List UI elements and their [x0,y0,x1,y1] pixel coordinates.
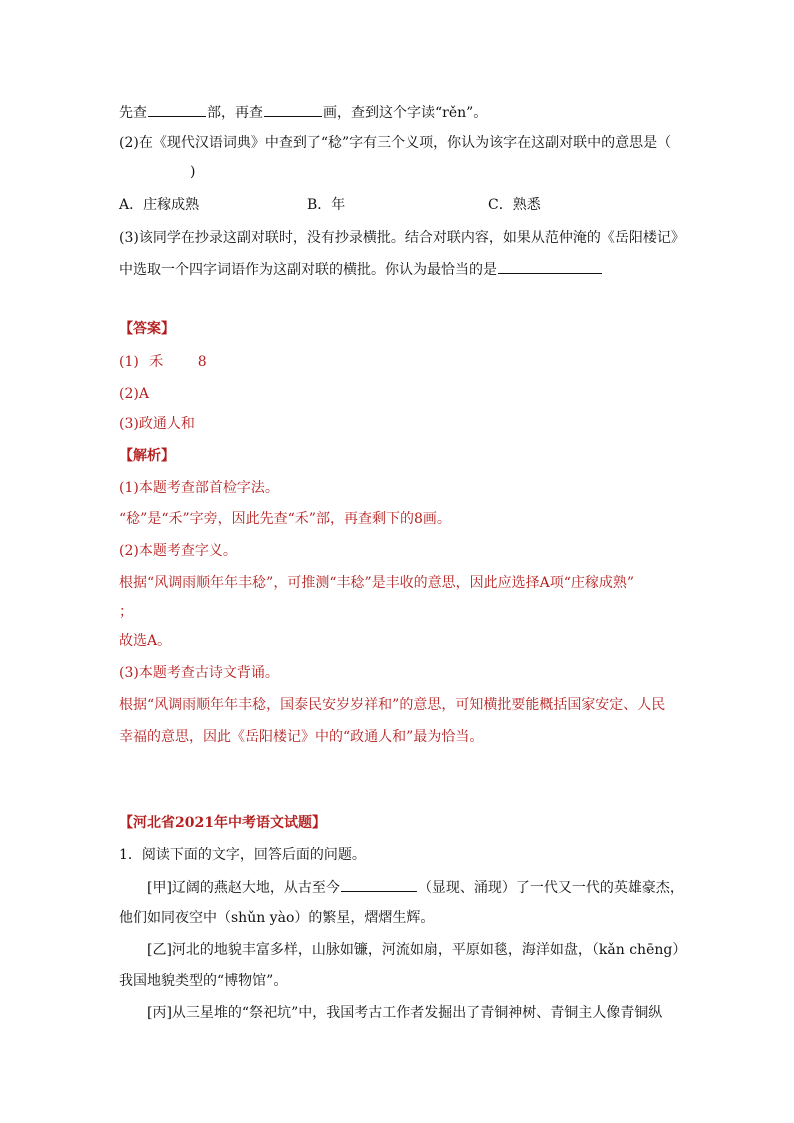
q3-line-2 [119,259,603,280]
q3-line-2-text: 中选取一个四字词语作为这副对联的横批。你认为最恰当的是 [119,262,497,278]
passage-bing-line-1: [丙]从三星堆的“祭祀坑”中，我国考古工作者发掘出了青铜神树、青铜主人像青铜纵 [147,1005,663,1021]
passage-jia-a: [甲]辽阔的燕赵大地，从古至今 [147,880,340,896]
blank-strokes[interactable] [264,102,322,117]
passage-jia-line-2: 他们如同夜空中（shǔn yào）的繁星，熠熠生辉。 [119,910,435,926]
q1-fill-line [119,102,487,123]
q1-prefix: 先查 [119,105,147,121]
analysis-line: 幸福的意思，因此《岳阳楼记》中的“政通人和”最为恰当。 [119,729,484,745]
q2-options [119,195,541,215]
analysis-line: 根据“风调雨顺年年丰稔”，可推测“丰稔”是丰收的意思，因此应选择A项“庄稼成熟” [119,575,635,591]
section-heading: 【河北省2021年中考语文试题】 [119,815,326,831]
q3-line-1: (3)该同学在抄录这副对联时，没有抄录横批。结合对联内容，如果从范仲淹的《岳阳楼记》 [119,230,685,246]
section-question-1: 1．阅读下面的文字，回答后面的问题。 [119,847,366,863]
answer-3: (3)政通人和 [119,416,195,432]
q2-close-paren: ) [190,164,196,180]
passage-jia-b: （显现、涌现）了一代又一代的英雄豪杰， [417,880,684,896]
q1-mid: 部，再查 [207,105,263,121]
passage-yi-line-1: [乙]河北的地貌丰富多样，山脉如镰，河流如扇，平原如毯，海洋如盘，（kǎn chēng） [147,942,687,958]
answer-1 [119,352,207,372]
option-a: A．庄稼成熟 [119,197,200,213]
q2-stem: (2)在《现代汉语词典》中查到了“稔”字有三个义项，你认为该字在这副对联中的意思是（ [119,135,672,151]
answer-heading: 【答案】 [119,321,175,337]
analysis-line: (1)本题考查部首检字法。 [119,480,279,496]
blank-jia[interactable] [341,877,417,892]
q1-suffix: 画，查到这个字读“rěn”。 [323,105,488,121]
analysis-line: (3)本题考查古诗文背诵。 [119,665,279,681]
passage-jia-line-1 [147,877,684,898]
analysis-line: (2)本题考查字义。 [119,543,237,559]
analysis-line: 根据“风调雨顺年年丰稔，国泰民安岁岁祥和”的意思，可知横批要能概括国家安定、人民 [119,697,666,713]
analysis-line: ； [119,604,133,620]
answer-1-label: (1) [119,354,139,370]
analysis-line: “稔”是“禾”字旁，因此先查“禾”部，再查剩下的8画。 [119,511,451,527]
answer-1-radical: 禾 [149,354,164,370]
analysis-heading: 【解析】 [119,448,175,464]
blank-banner[interactable] [498,259,602,274]
passage-yi-line-2: 我国地貌类型的“博物馆”。 [119,973,288,989]
answer-2: (2)A [119,386,149,402]
blank-radical[interactable] [148,102,206,117]
analysis-line: 故选A。 [119,633,172,649]
option-b: B．年 [307,197,346,213]
option-c: C．熟悉 [488,197,541,213]
answer-1-strokes: 8 [197,354,207,370]
